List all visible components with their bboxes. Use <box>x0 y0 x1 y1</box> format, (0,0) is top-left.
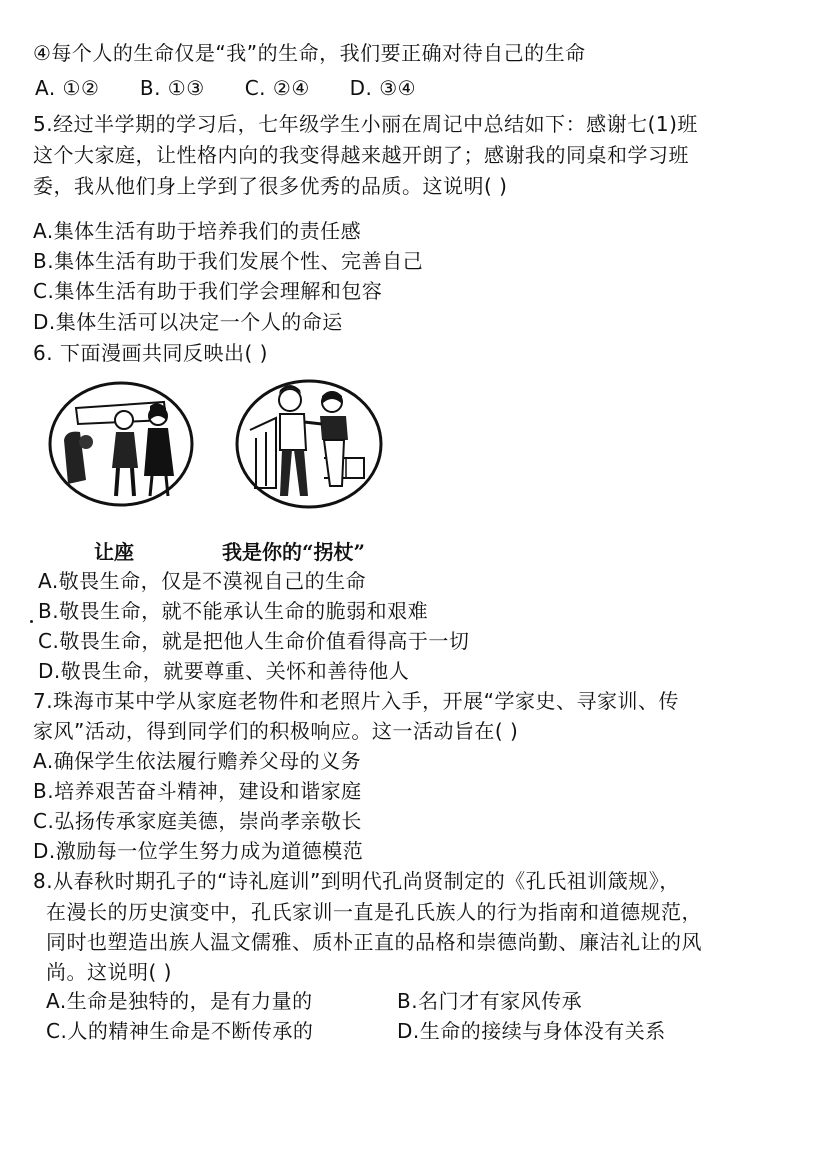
q6-option-a: A.敬畏生命，仅是不漠视自己的生命 <box>38 569 367 593</box>
cartoon-give-seat-image <box>46 380 196 508</box>
q5-option-d: D.集体生活可以决定一个人的命运 <box>33 310 343 334</box>
q8-option-a: A.生命是独特的，是有力量的 <box>46 989 313 1013</box>
q7-option-c: C.弘扬传承家庭美德，崇尚孝亲敬长 <box>33 809 362 833</box>
q7-option-a: A.确保学生依法履行赡养父母的义务 <box>33 749 362 773</box>
q6-option-c: C.敬畏生命，就是把他人生命价值看得高于一切 <box>38 629 470 653</box>
cartoon-caption-crutch: 我是你的“拐杖” <box>222 540 366 564</box>
q8-stem-line-3: 同时也塑造出族人温文儒雅、质朴正直的品格和崇德尚勤、廉洁礼让的风 <box>46 930 702 954</box>
q6-option-d: D.敬畏生命，就要尊重、关怀和善待他人 <box>38 659 410 683</box>
prev-question-item-4: ④每个人的生命仅是“我”的生命，我们要正确对待自己的生命 <box>33 41 586 65</box>
q5-option-c: C.集体生活有助于我们学会理解和包容 <box>33 279 383 303</box>
q8-option-b: B.名门才有家风传承 <box>397 989 583 1013</box>
q7-stem-line-2: 家风”活动，得到同学们的积极响应。这一活动旨在( ) <box>33 719 519 743</box>
q5-option-a: A.集体生活有助于培养我们的责任感 <box>33 219 362 243</box>
q7-option-d: D.激励每一位学生努力成为道德模范 <box>33 839 364 863</box>
q5-option-b: B.集体生活有助于我们发展个性、完善自己 <box>33 249 424 273</box>
prev-option-a: A. ①② <box>35 76 100 100</box>
scan-speck <box>30 620 33 623</box>
cartoon-caption-give-seat: 让座 <box>94 540 134 564</box>
q7-stem-line-1: 7.珠海市某中学从家庭老物件和老照片入手，开展“学家史、寻家训、传 <box>33 689 679 713</box>
q8-option-d: D.生命的接续与身体没有关系 <box>397 1019 666 1043</box>
q6-option-b: B.敬畏生命，就不能承认生命的脆弱和艰难 <box>38 599 429 623</box>
q8-option-c: C.人的精神生命是不断传承的 <box>46 1019 314 1043</box>
q8-stem-line-2: 在漫长的历史演变中，孔氏家训一直是孔氏族人的行为指南和道德规范， <box>46 900 702 924</box>
prev-option-d: D. ③④ <box>349 76 417 100</box>
q6-stem: 6. 下面漫画共同反映出( ) <box>33 341 268 365</box>
q8-stem-line-4: 尚。这说明( ) <box>46 960 172 984</box>
q5-stem-line-1: 5.经过半学期的学习后，七年级学生小丽在周记中总结如下：感谢七(1)班 <box>33 112 698 136</box>
q5-stem-line-3: 委，我从他们身上学到了很多优秀的品质。这说明( ) <box>33 174 508 198</box>
cartoon-crutch-image <box>234 378 384 510</box>
prev-option-c: C. ②④ <box>244 76 310 100</box>
q5-stem-line-2: 这个大家庭，让性格内向的我变得越来越开朗了；感谢我的同桌和学习班 <box>33 143 689 167</box>
q8-stem-line-1: 8.从春秋时期孔子的“诗礼庭训”到明代孔尚贤制定的《孔氏祖训箴规》， <box>33 869 680 893</box>
prev-option-b: B. ①③ <box>139 76 205 100</box>
prev-question-options <box>35 75 416 101</box>
q7-option-b: B.培养艰苦奋斗精神，建设和谐家庭 <box>33 779 362 803</box>
